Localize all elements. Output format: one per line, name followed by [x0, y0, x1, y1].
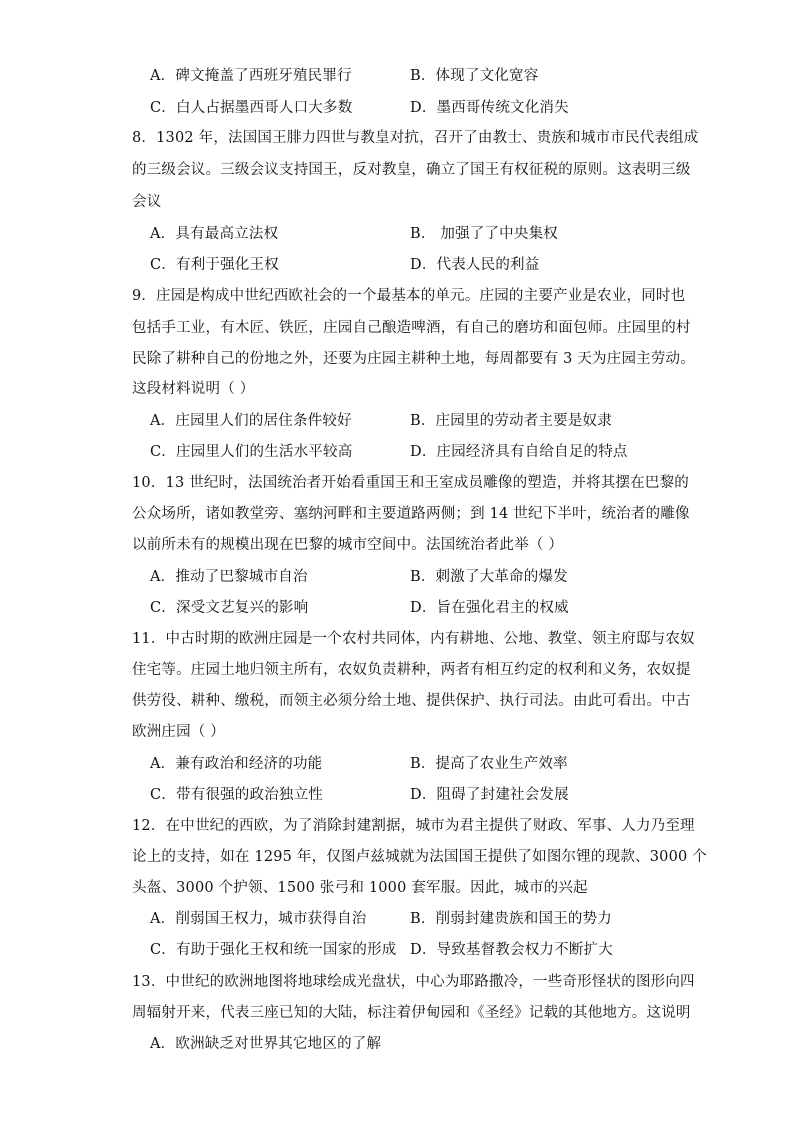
q9-stem-line-4: 这段材料说明（ ） — [132, 381, 255, 397]
q7-option-c: C．白人占据墨西哥人口大多数 — [150, 100, 353, 116]
q8-stem-line-3: 会议 — [132, 194, 162, 210]
q9-option-c: C．庄园里人们的生活水平较高 — [150, 444, 353, 460]
q10-option-d: D．旨在强化君主的权威 — [410, 600, 569, 616]
q10-option-c: C．深受文艺复兴的影响 — [150, 600, 309, 616]
q8-stem-line-1: 8．1302 年，法国国王腓力四世与教皇对抗，召开了由教士、贵族和城市市民代表组成 — [132, 130, 699, 146]
q8-option-d: D．代表人民的利益 — [410, 257, 540, 273]
q12-option-c: C．有助于强化王权和统一国家的形成 — [150, 942, 397, 958]
q12-option-a: A．削弱国王权力，城市获得自治 — [150, 911, 367, 927]
q9-option-a: A．庄园里人们的居住条件较好 — [150, 413, 352, 429]
q13-stem-line-2: 周辐射开来，代表三座已知的大陆，标注着伊甸园和《圣经》记载的其他地方。这说明 — [132, 1005, 691, 1021]
q10-option-b: B．刺激了大革命的爆发 — [410, 569, 568, 585]
q12-stem-line-2: 论上的支持，如在 1295 年，仅图卢兹城就为法国国王提供了如图尔锂的现款、3000 个 — [132, 849, 707, 865]
q8-option-a: A．具有最高立法权 — [150, 226, 279, 242]
q11-stem-line-3: 供劳役、耕种、缴税，而领主必须分给土地、提供保护、执行司法。由此可看出。中古 — [132, 693, 691, 709]
q11-option-d: D．阻碍了封建社会发展 — [410, 787, 569, 803]
q12-option-d: D．导致基督教会权力不断扩大 — [410, 942, 613, 958]
q10-option-a: A．推动了巴黎城市自治 — [150, 569, 308, 585]
q11-option-a: A．兼有政治和经济的功能 — [150, 756, 323, 772]
q13-stem-line-1: 13．中世纪的欧洲地图将地球绘成光盘状，中心为耶路撒冷，一些奇形怪状的图形向四 — [132, 974, 695, 990]
q12-stem-line-1: 12．在中世纪的西欧，为了消除封建割据，城市为君主提供了财政、军事、人力乃至理 — [132, 818, 695, 834]
q7-option-d: D．墨西哥传统文化消失 — [410, 100, 569, 116]
q12-stem-line-3: 头盔、3000 个护领、1500 张弓和 1000 套军服。因此，城市的兴起 — [132, 880, 588, 896]
q11-stem-line-2: 住宅等。庄园土地归领主所有，农奴负责耕种，两者有相互约定的权利和义务，农奴提 — [132, 662, 691, 678]
q11-option-c: C．带有很强的政治独立性 — [150, 787, 323, 803]
q7-option-a: A．碑文掩盖了西班牙殖民罪行 — [150, 68, 352, 84]
q10-stem-line-1: 10．13 世纪时，法国统治者开始看重国王和王室成员雕像的塑造，并将其摆在巴黎的 — [132, 475, 690, 491]
q9-stem-line-3: 民除了耕种自己的份地之外，还要为庄园主耕种土地，每周都要有 3 天为庄园主劳动。 — [132, 351, 695, 367]
q11-stem-line-4: 欧洲庄园（ ） — [132, 724, 226, 740]
q11-option-b: B．提高了农业生产效率 — [410, 756, 568, 772]
q8-option-c: C．有利于强化王权 — [150, 257, 279, 273]
q9-stem-line-1: 9．庄园是构成中世纪西欧社会的一个最基本的单元。庄园的主要产业是农业，同时也 — [132, 288, 686, 304]
q8-stem-line-2: 的三级会议。三级会议支持国王，反对教皇，确立了国王有权征税的原则。这表明三级 — [132, 162, 691, 178]
q12-option-b: B．削弱封建贵族和国王的势力 — [410, 911, 612, 927]
q9-option-d: D．庄园经济具有自给自足的特点 — [410, 444, 628, 460]
q10-stem-line-2: 公众场所，诸如教堂旁、塞纳河畔和主要道路两侧；到 14 世纪下半叶，统治者的雕像 — [132, 506, 690, 522]
q10-stem-line-3: 以前所未有的规模出现在巴黎的城市空间中。法国统治者此举（ ） — [132, 537, 564, 553]
q13-option-a: A．欧洲缺乏对世界其它地区的了解 — [150, 1036, 382, 1052]
q9-stem-line-2: 包括手工业，有木匠、铁匠，庄园自己酿造啤酒，有自己的磨坊和面包师。庄园里的村 — [132, 320, 691, 336]
q9-option-b: B．庄园里的劳动者主要是奴隶 — [410, 413, 612, 429]
q7-option-b: B．体现了文化宽容 — [410, 68, 539, 84]
q8-option-b: B． 加强了了中央集权 — [410, 226, 558, 242]
q11-stem-line-1: 11．中古时期的欧洲庄园是一个农村共同体，内有耕地、公地、教堂、领主府邸与农奴 — [132, 631, 695, 647]
